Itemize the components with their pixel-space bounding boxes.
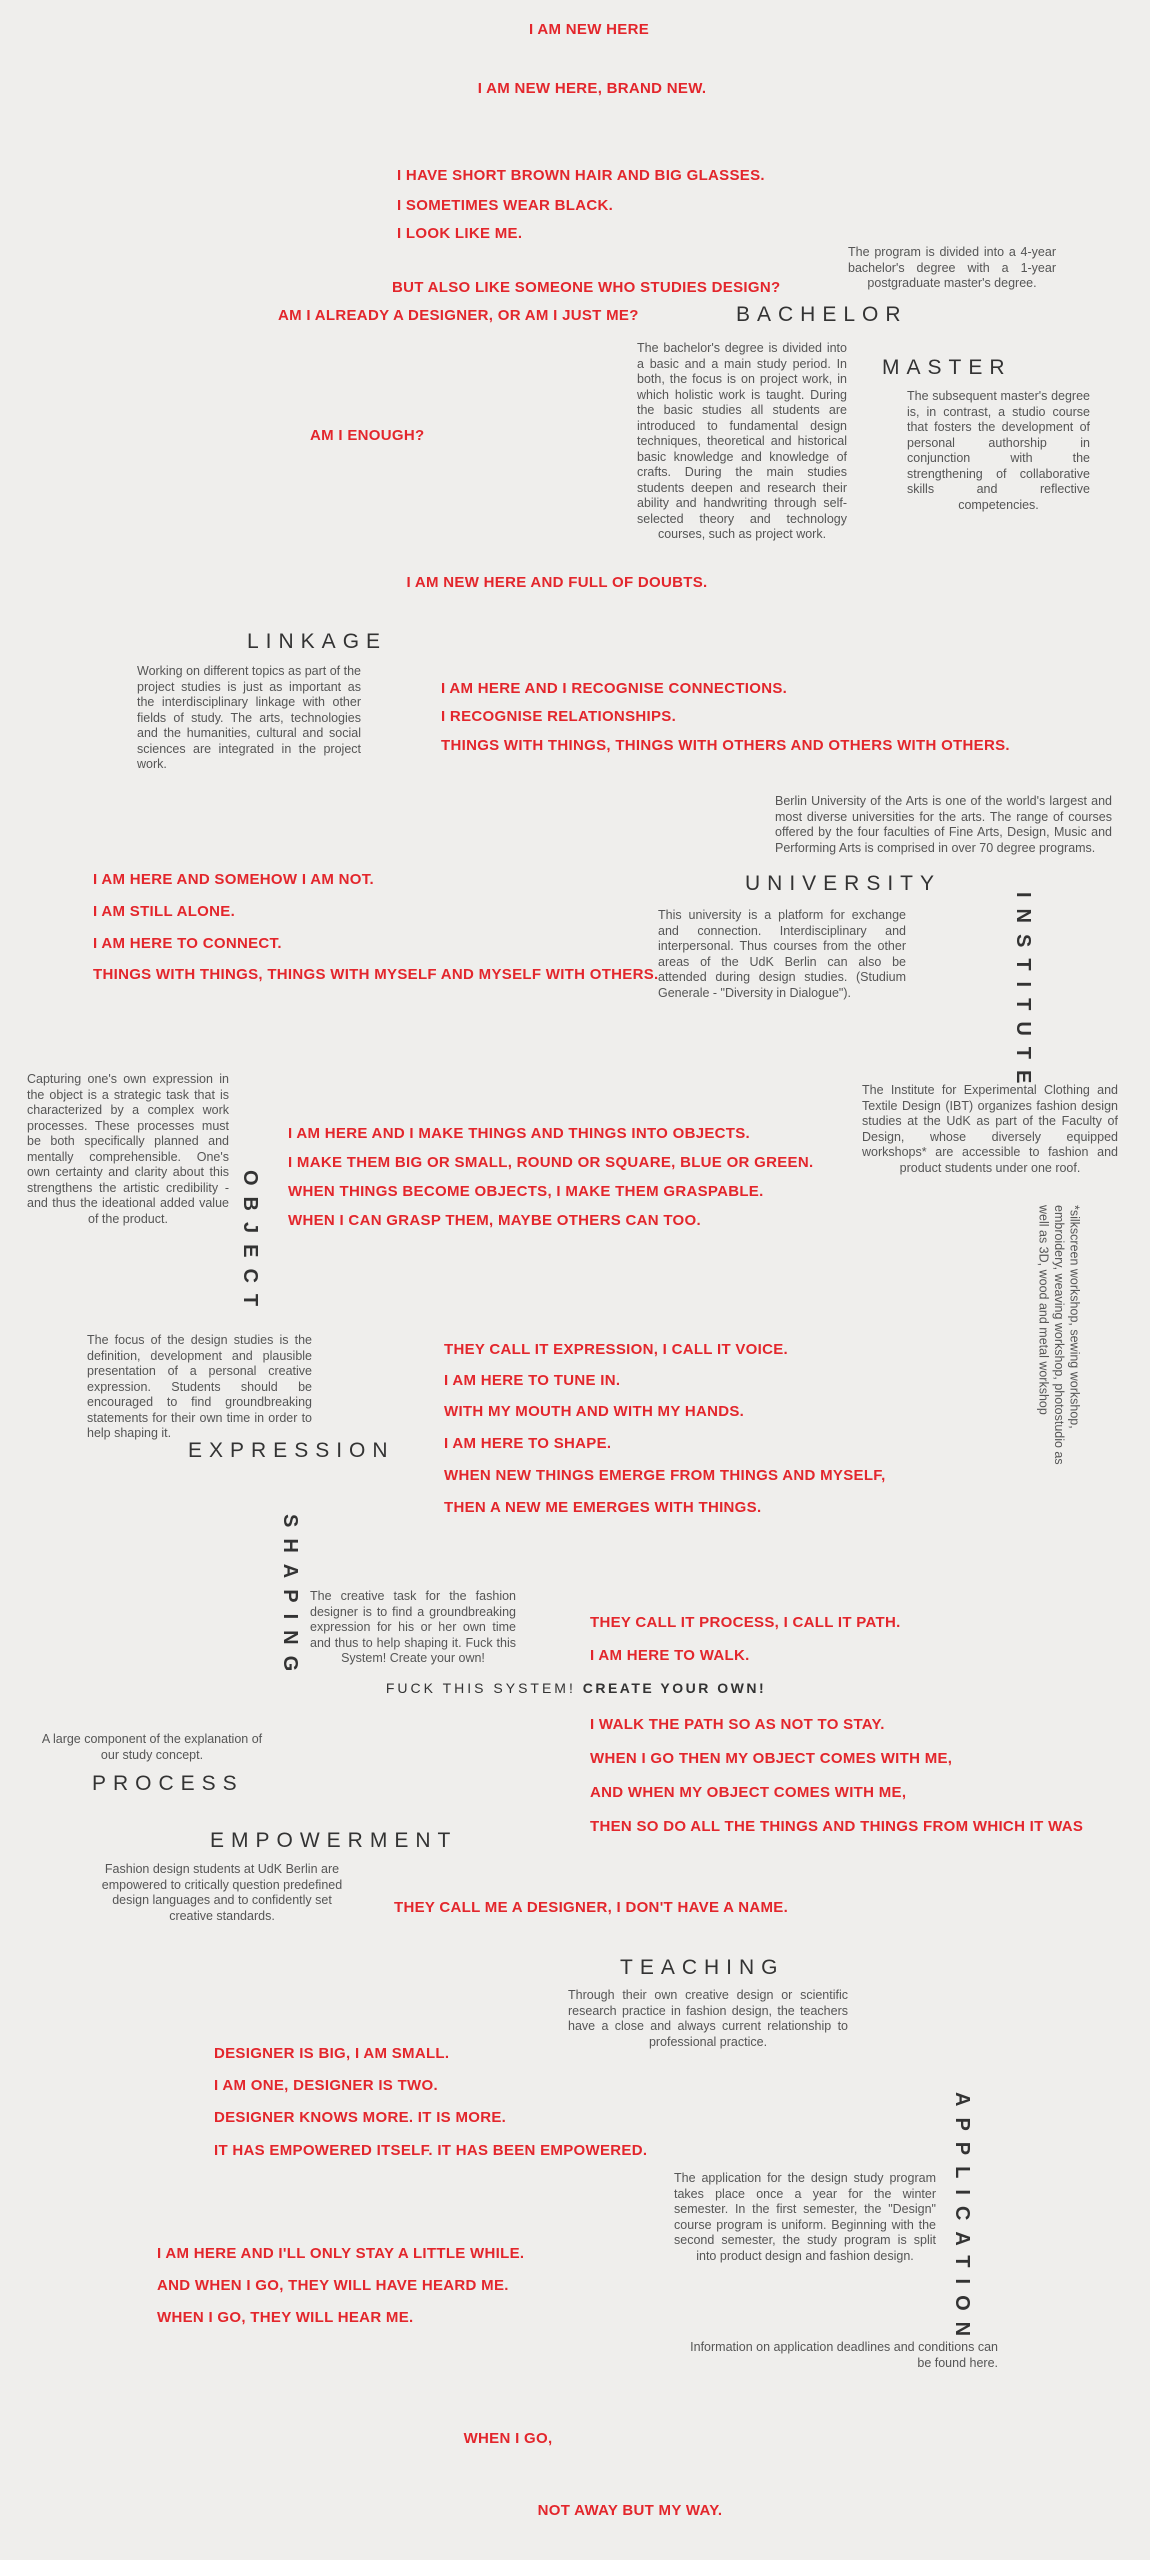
statement-26: THEN A NEW ME EMERGES WITH THINGS. <box>444 1499 762 1516</box>
statement-40: WHEN I GO, THEY WILL HEAR ME. <box>157 2309 414 2326</box>
statement-16: THINGS WITH THINGS, THINGS WITH MYSELF AND MYSELF WITH OTHERS. <box>93 966 659 983</box>
text-institute: The Institute for Experimental Clothing and Textile Design (IBT) organizes fashion design studies at the UdK as part of the Faculty of Design, whose diversely equipped workshops* are accessible to fashion and product students under one roof. <box>862 1083 1118 1175</box>
statement-9: I AM NEW HERE AND FULL OF DOUBTS. <box>406 574 708 591</box>
statement-20: WHEN I CAN GRASP THEM, MAYBE OTHERS CAN TOO. <box>288 1212 701 1229</box>
statement-15: I AM HERE TO CONNECT. <box>93 935 282 952</box>
text-expression: The focus of the design studies is the definition, development and plausible presentation of a personal creative expression. Students should be encouraged to find groundbreaking statements for their own time in order to help shaping it. <box>87 1333 312 1440</box>
statement-8: AM I ENOUGH? <box>310 427 425 444</box>
slogan-part-1: FUCK THIS SYSTEM! <box>385 1680 576 1696</box>
heading-bachelor: BACHELOR <box>736 303 908 326</box>
text-object: Capturing one's own expression in the object is a strategic task that is characterized by a complex work processes. These processes must be both specifically planned and mentally comprehensible. One's own certainty and clarity about this strengthens the artistic credibility - and thus the ideational added value of the product. <box>27 1072 229 1226</box>
heading-application: APPLICATION <box>951 2092 973 2348</box>
statement-33: THEY CALL ME A DESIGNER, I DON'T HAVE A NAME. <box>394 1899 789 1916</box>
heading-process: PROCESS <box>92 1772 244 1795</box>
statement-36: DESIGNER KNOWS MORE. IT IS MORE. <box>214 2109 507 2126</box>
heading-shaping: SHAPING <box>279 1514 301 1683</box>
statement-31: AND WHEN MY OBJECT COMES WITH ME, <box>590 1784 907 1801</box>
statement-12: THINGS WITH THINGS, THINGS WITH OTHERS AND OTHERS WITH OTHERS. <box>441 737 1010 754</box>
heading-object: OBJECT <box>239 1170 261 1318</box>
heading-empowerment: EMPOWERMENT <box>210 1829 458 1852</box>
heading-university: UNIVERSITY <box>745 872 942 895</box>
statement-28: I AM HERE TO WALK. <box>590 1647 750 1664</box>
text-workshops: *silkscreen workshop, sewing workshop, embroidery, weaving workshop, photostudio as well as 3D, wood and metal workshop <box>1036 1205 1082 1465</box>
statement-5: I LOOK LIKE ME. <box>397 225 523 242</box>
statement-41: WHEN I GO, <box>463 2430 553 2447</box>
statement-32: THEN SO DO ALL THE THINGS AND THINGS FROM WHICH IT WAS <box>590 1818 1084 1835</box>
statement-11: I RECOGNISE RELATIONSHIPS. <box>441 708 677 725</box>
text-application: The application for the design study program takes place once a year for the winter semester. In the first semester, the "Design" course program is uniform. Beginning with the second semester, the study program is split into product design and fashion design. <box>674 2171 936 2263</box>
heading-linkage: LINKAGE <box>247 630 388 653</box>
statement-42: NOT AWAY BUT MY WAY. <box>537 2502 723 2519</box>
statement-24: I AM HERE TO SHAPE. <box>444 1435 612 1452</box>
statement-6: BUT ALSO LIKE SOMEONE WHO STUDIES DESIGN? <box>392 279 781 296</box>
statement-35: I AM ONE, DESIGNER IS TWO. <box>214 2077 438 2094</box>
heading-institute: INSTITUTE <box>1012 892 1034 1095</box>
statement-19: WHEN THINGS BECOME OBJECTS, I MAKE THEM GRASPABLE. <box>288 1183 764 1200</box>
text-master: The subsequent master's degree is, in contrast, a studio course that fosters the development of personal authorship in conjunction with the strengthening of collaborative skills and reflective competencies. <box>907 389 1090 512</box>
statement-18: I MAKE THEM BIG OR SMALL, ROUND OR SQUARE, BLUE OR GREEN. <box>288 1154 814 1171</box>
statement-10: I AM HERE AND I RECOGNISE CONNECTIONS. <box>441 680 788 697</box>
statement-17: I AM HERE AND I MAKE THINGS AND THINGS INTO OBJECTS. <box>288 1125 751 1142</box>
text-linkage: Working on different topics as part of the project studies is just as important as the interdisciplinary linkage with other fields of study. The arts, technologies and the humanities, cultural and social sciences are integrated in the project work. <box>137 664 361 771</box>
text-process: A large component of the explanation of our study concept. <box>41 1732 263 1762</box>
statement-30: WHEN I GO THEN MY OBJECT COMES WITH ME, <box>590 1750 953 1767</box>
text-deadlines[interactable]: Information on application deadlines and conditions can be found here. <box>690 2340 998 2370</box>
statement-25: WHEN NEW THINGS EMERGE FROM THINGS AND MYSELF, <box>444 1467 886 1484</box>
statement-4: I SOMETIMES WEAR BLACK. <box>397 197 614 214</box>
statement-37: IT HAS EMPOWERED ITSELF. IT HAS BEEN EMPOWERED. <box>214 2142 648 2159</box>
text-university: This university is a platform for exchange and connection. Interdisciplinary and interpersonal. Thus courses from the other areas of the UdK Berlin can also be attended during design studies. (Studium Generale - "Diversity in Dialogue"). <box>658 908 906 1000</box>
statement-39: AND WHEN I GO, THEY WILL HAVE HEARD ME. <box>157 2277 509 2294</box>
text-berlin: Berlin University of the Arts is one of the world's largest and most diverse universities for the arts. The range of courses offered by the four faculties of Fine Arts, Design, Music and Performing Arts is comprised in over 70 degree programs. <box>775 794 1112 855</box>
heading-master: MASTER <box>882 356 1012 379</box>
statement-38: I AM HERE AND I'LL ONLY STAY A LITTLE WHILE. <box>157 2245 525 2262</box>
text-shaping: The creative task for the fashion designer is to find a groundbreaking expression for his or her own time and thus to help shaping it. Fuck this System! Create your own! <box>310 1589 516 1665</box>
heading-expression: EXPRESSION <box>188 1439 395 1462</box>
statement-21: THEY CALL IT EXPRESSION, I CALL IT VOICE. <box>444 1341 789 1358</box>
statement-23: WITH MY MOUTH AND WITH MY HANDS. <box>444 1403 745 1420</box>
slogan-part-2: CREATE YOUR OWN! <box>582 1680 767 1696</box>
text-teaching: Through their own creative design or scientific research practice in fashion design, the teachers have a close and always current relationship to professional practice. <box>568 1988 848 2049</box>
text-bachelor: The bachelor's degree is divided into a basic and a main study period. In both, the focus is on project work, in which holistic work is taught. During the basic studies all students are introduced to fundamental design techniques, theoretical and historical basic knowledge and knowledge of crafts. During the main studies students deepen and research their ability and handwriting through self-selected theory and technology courses, such as project work. <box>637 341 847 541</box>
statement-34: DESIGNER IS BIG, I AM SMALL. <box>214 2045 450 2062</box>
statement-29: I WALK THE PATH SO AS NOT TO STAY. <box>590 1716 885 1733</box>
statement-22: I AM HERE TO TUNE IN. <box>444 1372 621 1389</box>
text-program: The program is divided into a 4-year bachelor's degree with a 1-year postgraduate master's degree. <box>848 245 1056 290</box>
statement-1: I AM NEW HERE <box>528 21 650 38</box>
statement-3: I HAVE SHORT BROWN HAIR AND BIG GLASSES. <box>397 167 765 184</box>
statement-7: AM I ALREADY A DESIGNER, OR AM I JUST ME? <box>278 307 639 324</box>
statement-14: I AM STILL ALONE. <box>93 903 236 920</box>
text-empowerment: Fashion design students at UdK Berlin are empowered to critically question predefined design languages and to confidently set creative standards. <box>101 1862 343 1923</box>
statement-2: I AM NEW HERE, BRAND NEW. <box>477 80 707 97</box>
statement-27: THEY CALL IT PROCESS, I CALL IT PATH. <box>590 1614 901 1631</box>
slogan <box>386 1680 766 1696</box>
heading-teaching: TEACHING <box>620 1956 785 1979</box>
statement-13: I AM HERE AND SOMEHOW I AM NOT. <box>93 871 374 888</box>
